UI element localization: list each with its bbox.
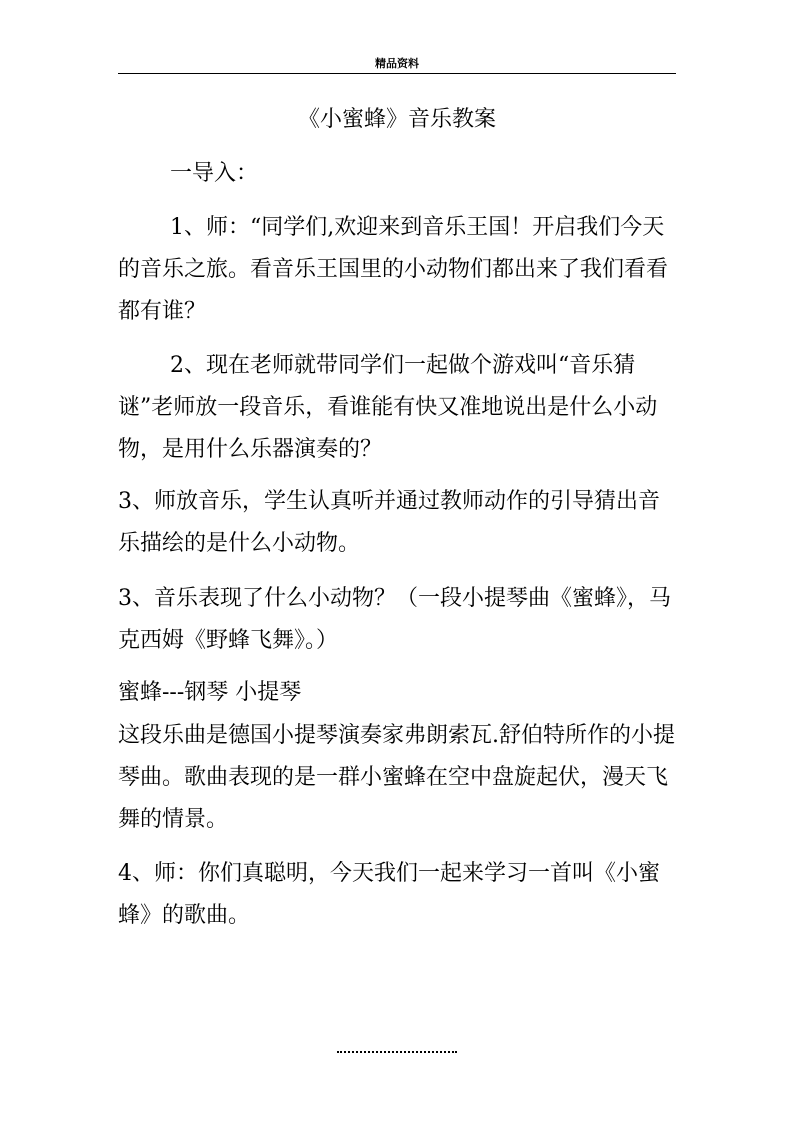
page-title: 《小蜜蜂》音乐教案 [297,107,496,132]
paragraph-7: 4、师：你们真聪明，今天我们一起来学习一首叫《小蜜蜂》的歌曲。 [118,861,660,928]
paragraph-6: 这段乐曲是德国小提琴演奏家弗朗索瓦.舒伯特所作的小提琴曲。歌曲表现的是一群小蜜蜂在空中盘旋起伏，漫天飞舞的情景。 [118,723,675,832]
footer-dotted-rule [337,1051,457,1053]
page-header-label: 精品资料 [375,57,419,70]
paragraph-2: 2、现在老师就带同学们一起做个游戏叫“音乐猜谜”老师放一段音乐，看谁能有快又准地说出是什么小动物，是用什么乐器演奏的？ [118,353,658,462]
paragraph-3: 3、师放音乐，学生认真听并通过教师动作的引导猜出音乐描绘的是什么小动物。 [118,489,660,556]
paragraph-4: 3、音乐表现了什么小动物？（一段小提琴曲《蜜蜂》，马克西姆《野蜂飞舞》。） [118,586,671,653]
paragraph-1: 1、师：“同学们,欢迎来到音乐王国！开启我们今天的音乐之旅。看音乐王国里的小动物们都出来了我们看看都有谁？ [118,215,669,324]
intro-heading: 一导入： [170,161,259,186]
paragraph-5: 蜜蜂---钢琴 小提琴 [118,680,302,705]
header-divider [118,73,676,74]
